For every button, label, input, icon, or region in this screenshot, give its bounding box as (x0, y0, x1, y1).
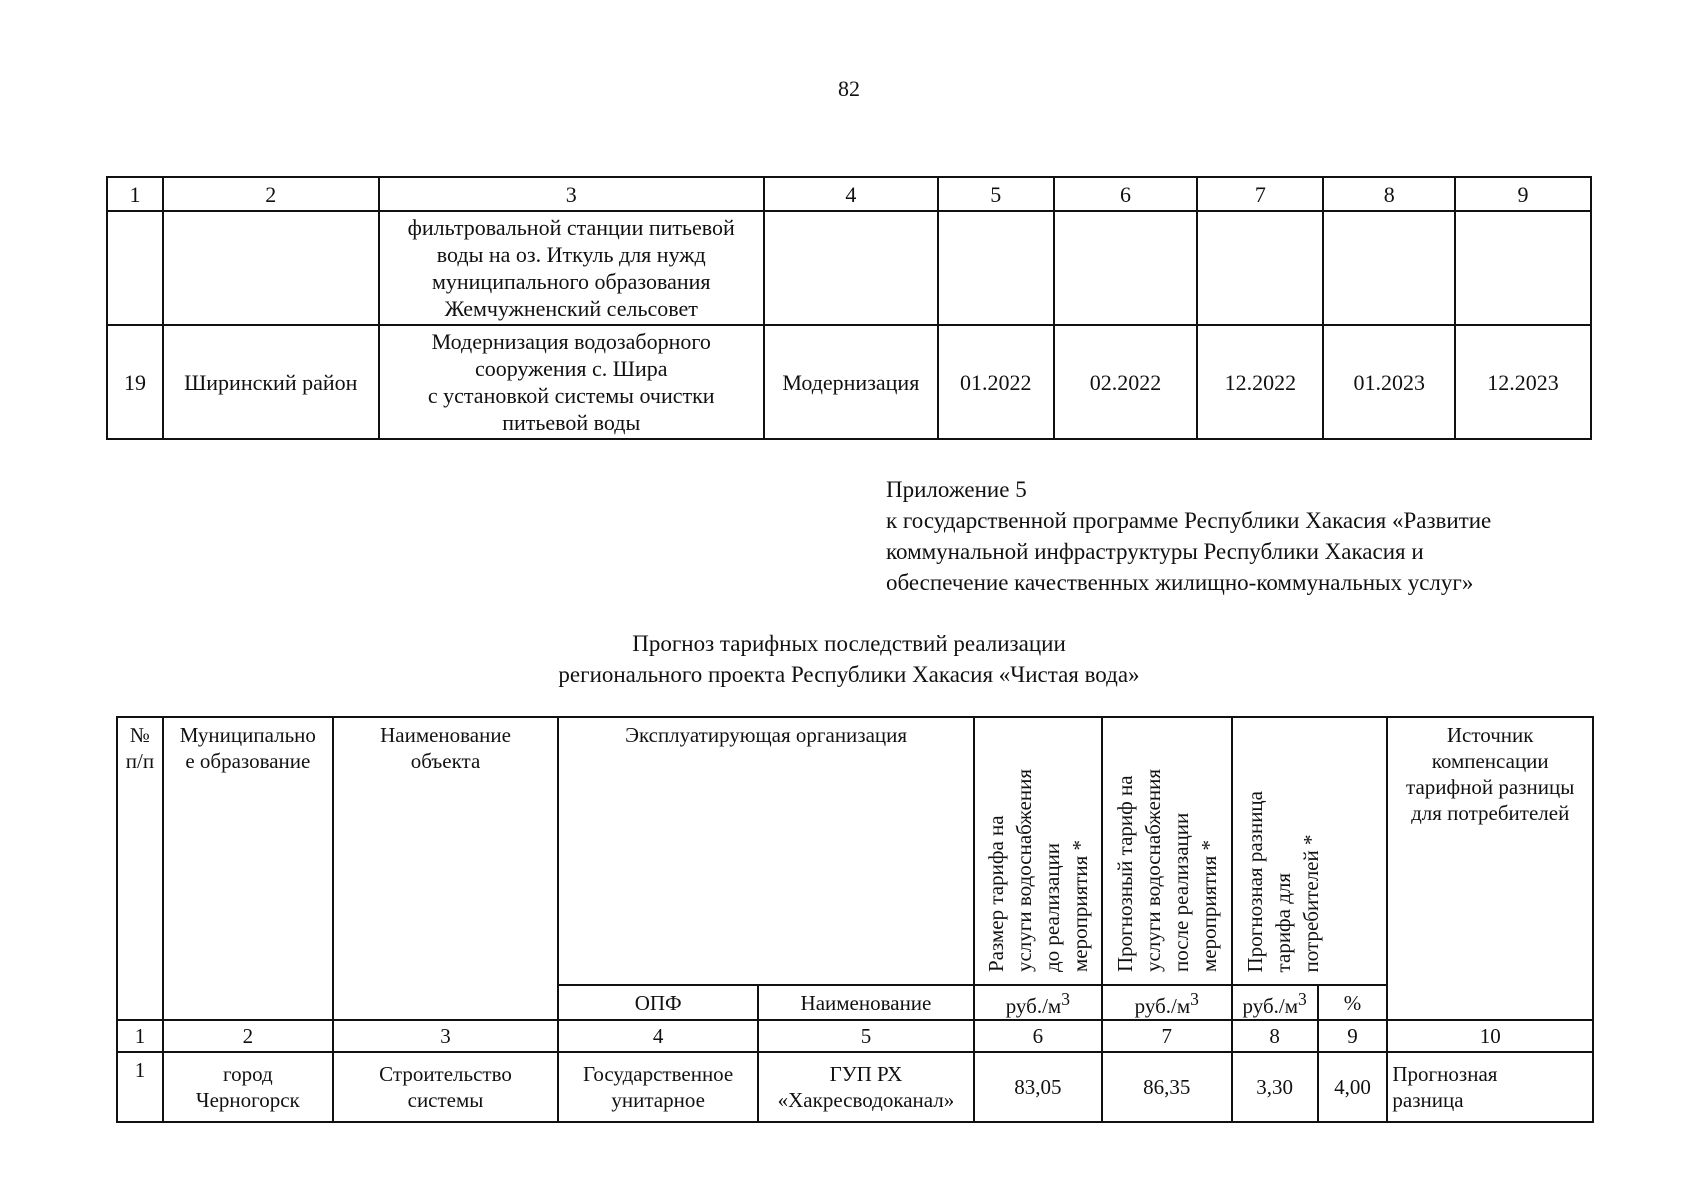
district-cell: Ширинский район (163, 325, 379, 439)
municipality-cell: город Черногорск (163, 1052, 333, 1122)
unit-text: руб./м (1134, 994, 1191, 1018)
date-cell: 01.2023 (1323, 325, 1455, 439)
unit-text: руб./м (1005, 994, 1062, 1018)
header-row (117, 717, 1593, 985)
col-number: 6 (974, 1020, 1102, 1052)
col-number: 8 (1323, 177, 1455, 211)
unit-superscript: 3 (1190, 989, 1199, 1009)
object-description-cell: фильтровальной станции питьевой воды на оз. Иткуль для нужд муниципального образования Жемчужненский сельсовет (379, 211, 764, 325)
row-number-cell: 1 (117, 1052, 163, 1122)
col-number: 5 (758, 1020, 974, 1052)
col-number: 4 (764, 177, 938, 211)
cell (1054, 211, 1198, 325)
diff-rub-cell: 3,30 (1232, 1052, 1318, 1122)
col-number: 4 (558, 1020, 758, 1052)
page-number: 82 (838, 76, 860, 101)
col-number: 9 (1455, 177, 1591, 211)
appendix-line: коммунальной инфраструктуры Республики Хакасия и (886, 539, 1424, 564)
organization-name-cell: ГУП РХ «Хакресводоканал» (758, 1052, 974, 1122)
unit-text: руб./м (1242, 994, 1299, 1018)
col-number: 1 (107, 177, 163, 211)
date-cell: 12.2022 (1197, 325, 1323, 439)
header-municipality: Муниципально е образование (163, 717, 333, 1020)
header-tariff-before-text: Размер тарифа на услуги водоснабжения до реализации мероприятия * (983, 768, 1092, 972)
header-object: Наименование объекта (333, 717, 559, 1020)
heading-line: регионального проекта Республики Хакасия «Чистая вода» (558, 662, 1140, 687)
column-number-row (107, 177, 1591, 211)
appendix-note (886, 474, 1626, 598)
cell (1323, 211, 1455, 325)
opf-cell: Государственное унитарное (558, 1052, 758, 1122)
col-number: 9 (1318, 1020, 1388, 1052)
source-cell: Прогнозная разница (1387, 1052, 1593, 1122)
header-tariff-diff-text: Прогнозная разница тарифа для потребителей * (1242, 790, 1323, 972)
unit-cell (1102, 985, 1232, 1020)
appendix-line: к государственной программе Республики Хакасия «Развитие (886, 508, 1492, 533)
header-number: № п/п (117, 717, 163, 1020)
header-tariff-diff (1232, 717, 1388, 985)
unit-superscript: 3 (1061, 989, 1070, 1009)
header-operator: Эксплуатирующая организация (558, 717, 974, 985)
col-number: 3 (333, 1020, 559, 1052)
cell (163, 211, 379, 325)
col-number: 7 (1102, 1020, 1232, 1052)
tariff-forecast-table (116, 716, 1594, 1123)
header-tariff-before (974, 717, 1102, 985)
table-row (117, 1052, 1593, 1122)
unit-percent: % (1318, 985, 1388, 1020)
col-number: 2 (163, 1020, 333, 1052)
appendix-line: обеспечение качественных жилищно-коммунальных услуг» (886, 570, 1474, 595)
date-cell: 12.2023 (1455, 325, 1591, 439)
col-number: 6 (1054, 177, 1198, 211)
appendix-title: Приложение 5 (886, 477, 1027, 502)
cell (107, 211, 163, 325)
cell (1197, 211, 1323, 325)
col-number: 10 (1387, 1020, 1593, 1052)
unit-cell (1232, 985, 1318, 1020)
col-number: 5 (938, 177, 1054, 211)
col-number: 1 (117, 1020, 163, 1052)
date-cell: 01.2022 (938, 325, 1054, 439)
col-number: 7 (1197, 177, 1323, 211)
col-number: 3 (379, 177, 764, 211)
tariff-before-cell: 83,05 (974, 1052, 1102, 1122)
row-number-cell: 19 (107, 325, 163, 439)
header-tariff-after (1102, 717, 1232, 985)
heading-line: Прогноз тарифных последствий реализации (632, 631, 1066, 656)
col-number: 8 (1232, 1020, 1318, 1052)
date-cell: 02.2022 (1054, 325, 1198, 439)
col-number: 2 (163, 177, 379, 211)
cell (938, 211, 1054, 325)
tariff-after-cell: 86,35 (1102, 1052, 1232, 1122)
schedule-table (106, 176, 1592, 440)
header-source: Источник компенсации тарифной разницы для потребителей (1387, 717, 1593, 1020)
cell (1455, 211, 1591, 325)
unit-cell (974, 985, 1102, 1020)
subheader-name: Наименование (758, 985, 974, 1020)
section-heading (0, 628, 1698, 690)
object-description-cell: Модернизация водозаборного сооружения с. Шира с установкой системы очистки питьевой воды (379, 325, 764, 439)
table-row (107, 325, 1591, 439)
cell (764, 211, 938, 325)
column-number-row (117, 1020, 1593, 1052)
work-type-cell: Модернизация (764, 325, 938, 439)
unit-superscript: 3 (1298, 989, 1307, 1009)
subheader-opf: ОПФ (558, 985, 758, 1020)
diff-percent-cell: 4,00 (1318, 1052, 1388, 1122)
table-row (107, 211, 1591, 325)
header-tariff-after-text: Прогнозный тариф на услуги водоснабжения после реализации мероприятия * (1112, 768, 1221, 972)
object-cell: Строительство системы (333, 1052, 559, 1122)
